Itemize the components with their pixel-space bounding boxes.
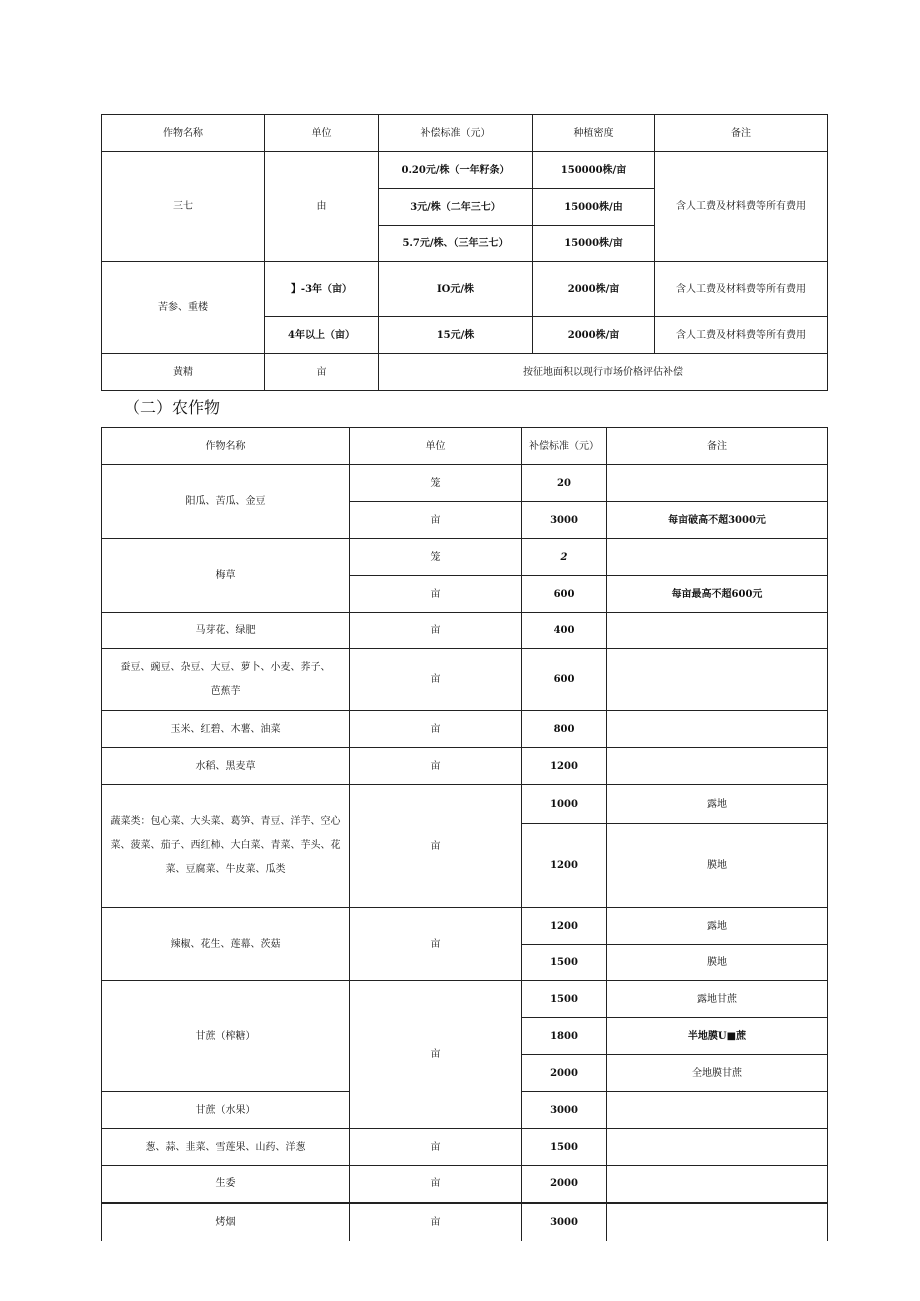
density: 2000株/亩 <box>533 262 655 317</box>
table-row <box>102 152 828 189</box>
table-row <box>102 785 828 824</box>
crop-name: 甘蔗（水果） <box>102 1092 350 1129</box>
crop-name: 黄精 <box>102 354 265 391</box>
note: 露地 <box>607 785 828 824</box>
crop-name: 马芽花、绿肥 <box>102 613 350 649</box>
table-row <box>102 262 828 317</box>
note <box>607 465 828 502</box>
note: 膜地 <box>607 824 828 908</box>
standard: 0.20元/株（一年籽条） <box>379 152 533 189</box>
table-row <box>102 908 828 945</box>
unit: 亩 <box>350 576 522 613</box>
header-crop-name: 作物名称 <box>102 115 265 152</box>
unit: 亩 <box>350 613 522 649</box>
crop-name: 苦参、重楼 <box>102 262 265 354</box>
unit: 亩 <box>350 649 522 711</box>
density: 150000株/亩 <box>533 152 655 189</box>
note: 膜地 <box>607 945 828 981</box>
crop-name: 甘蔗（榨糖） <box>102 981 350 1092</box>
note <box>607 613 828 649</box>
standard: 3000 <box>522 502 607 539</box>
crops-table <box>101 427 828 1241</box>
table-row <box>102 613 828 649</box>
standard: 2000 <box>522 1166 607 1203</box>
standard: 600 <box>522 576 607 613</box>
table-row <box>102 354 828 391</box>
crop-name: 梅草 <box>102 539 350 613</box>
unit: 亩 <box>350 1166 522 1203</box>
crop-name: 阳瓜、苦瓜、金豆 <box>102 465 350 539</box>
table-row <box>102 539 828 576</box>
table-row <box>102 465 828 502</box>
crop-name-line: 蚕豆、豌豆、杂豆、大豆、萝卜、小麦、荞子、 <box>120 661 331 673</box>
header-standard: 补偿标准（元） <box>379 115 533 152</box>
medicinal-crops-table <box>101 114 828 391</box>
header-unit: 单位 <box>350 428 522 465</box>
table-row <box>102 981 828 1018</box>
crop-name <box>102 649 350 711</box>
unit: 亩 <box>350 981 522 1129</box>
standard: 800 <box>522 711 607 748</box>
density: 15000株/由 <box>533 189 655 226</box>
crop-name: 生委 <box>102 1166 350 1203</box>
standard: 1500 <box>522 945 607 981</box>
standard: 1200 <box>522 748 607 785</box>
crop-name: 辣椒、花生、莲幕、茨菇 <box>102 908 350 981</box>
standard: 1200 <box>522 824 607 908</box>
standard: 1000 <box>522 785 607 824</box>
standard: 400 <box>522 613 607 649</box>
standard: 1200 <box>522 908 607 945</box>
crop-name: 三七 <box>102 152 265 262</box>
crop-name-line: 菜、豆腐菜、牛皮菜、瓜类 <box>165 864 286 875</box>
note <box>607 748 828 785</box>
table-row <box>102 711 828 748</box>
table-row <box>102 649 828 711</box>
note: 半地膜U■蔗 <box>607 1018 828 1055</box>
header-density: 种植密度 <box>533 115 655 152</box>
table-header-row <box>102 428 828 465</box>
unit: 4年以上（亩） <box>265 317 379 354</box>
note <box>607 1092 828 1129</box>
table-row <box>102 1203 828 1241</box>
merged-note: 按征地面积以现行市场价格评估补偿 <box>379 354 828 391</box>
unit: 亩 <box>265 354 379 391</box>
crop-name-line: 菜、菠菜、茄子、西红柿、大白菜、青菜、芋头、花 <box>110 840 341 851</box>
unit: 亩 <box>350 711 522 748</box>
note <box>607 1129 828 1166</box>
density: 15000株/亩 <box>533 226 655 262</box>
standard: 3元/株（二年三七） <box>379 189 533 226</box>
note: 每亩破高不超3000元 <box>607 502 828 539</box>
standard: 1800 <box>522 1018 607 1055</box>
crop-name: 玉米、红碧、木薯、油菜 <box>102 711 350 748</box>
note: 每亩最高不超600元 <box>607 576 828 613</box>
unit: 亩 <box>350 908 522 981</box>
unit: 亩 <box>350 1129 522 1166</box>
crop-name: 葱、蒜、韭菜、雪莲果、山药、洋葱 <box>102 1129 350 1166</box>
header-note: 备注 <box>607 428 828 465</box>
density: 2000株/亩 <box>533 317 655 354</box>
note <box>607 539 828 576</box>
standard: 1500 <box>522 1129 607 1166</box>
standard: 600 <box>522 649 607 711</box>
unit: 亩 <box>350 502 522 539</box>
note: 含人工费及材料费等所有费用 <box>655 317 828 354</box>
standard: 1500 <box>522 981 607 1018</box>
crop-name: 水稻、黑麦草 <box>102 748 350 785</box>
crop-name: 烤烟 <box>102 1203 350 1241</box>
table-row <box>102 1166 828 1203</box>
standard: 20 <box>522 465 607 502</box>
unit: 亩 <box>350 748 522 785</box>
note <box>607 1203 828 1241</box>
header-standard: 补偿标准（元） <box>522 428 607 465</box>
section-title: （二）农作物 <box>124 398 221 417</box>
unit: 亩 <box>350 1203 522 1241</box>
standard: 3000 <box>522 1092 607 1129</box>
note <box>607 649 828 711</box>
unit: 由 <box>265 152 379 262</box>
unit: 笼 <box>350 465 522 502</box>
crop-name-line: 芭蕉芋 <box>210 685 241 697</box>
table-header-row <box>102 115 828 152</box>
note: 含人工费及材料费等所有费用 <box>655 152 828 262</box>
header-note: 备注 <box>655 115 828 152</box>
unit: 亩 <box>350 785 522 908</box>
standard: 2 <box>522 539 607 576</box>
table-row <box>102 748 828 785</box>
note: 露地甘蔗 <box>607 981 828 1018</box>
standard: 15元/株 <box>379 317 533 354</box>
standard: 3000 <box>522 1203 607 1241</box>
header-crop-name: 作物名称 <box>102 428 350 465</box>
note <box>607 1166 828 1203</box>
header-unit: 单位 <box>265 115 379 152</box>
unit: 笼 <box>350 539 522 576</box>
table-row <box>102 1129 828 1166</box>
note: 露地 <box>607 908 828 945</box>
note <box>607 711 828 748</box>
crop-name <box>102 785 350 908</box>
standard: 2000 <box>522 1055 607 1092</box>
standard: 5.7元/株、（三年三七） <box>379 226 533 262</box>
note: 全地膜甘蔗 <box>607 1055 828 1092</box>
unit: 】-3年（亩） <box>265 262 379 317</box>
note: 含人工费及材料费等所有费用 <box>655 262 828 317</box>
crop-name-line: 蔬菜类：包心菜、大头菜、葛笋、青豆、洋芋、空心 <box>110 816 341 827</box>
standard: IO元/株 <box>379 262 533 317</box>
